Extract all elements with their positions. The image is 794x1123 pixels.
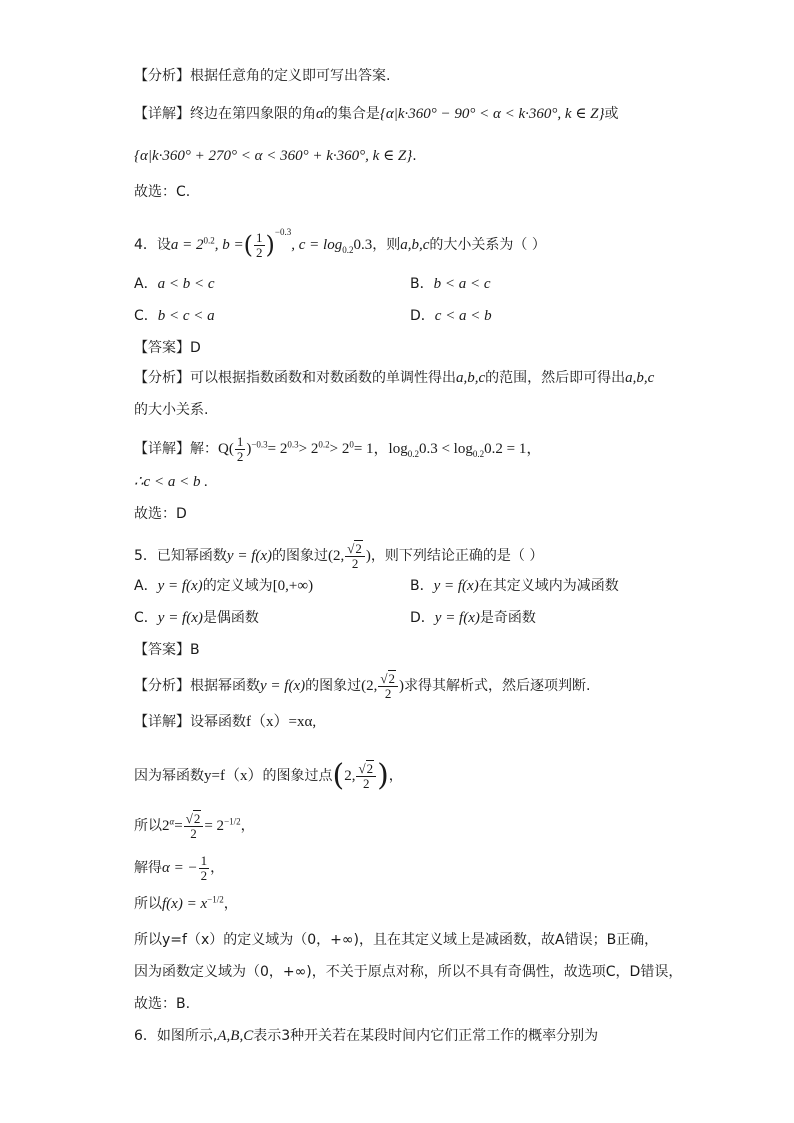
q5-option-a[interactable]: A．y = f(x)的定义域为[0,+∞) [134,578,314,594]
set-line-2: {α|k·360° + 270° < α < 360° + k·360°, k ∈ Z}. [134,148,417,164]
q5-line-6: 所以y=f（x）的定义域为（0，+∞)，且在其定义域上是减函数，故A错误；B正确， [134,932,659,948]
q4-option-c[interactable]: C．b < c < a [134,308,215,324]
choose-line-q3: 故选：C. [134,184,191,200]
analysis-text: 根据任意角的定义即可写出答案. [190,68,391,84]
analysis-line-q3 [134,66,390,86]
q4-option-a[interactable]: A．a < b < c [134,276,215,292]
q5-line-5: 所以$f(x) = x^{-1/2}$， [134,894,238,912]
q4-analysis-cont: 的大小关系. [134,402,209,418]
q4-answer: 【答案】D [134,340,201,356]
q4-choose: 故选：D [134,506,187,522]
q5-detail: 【详解】设幂函数f（x）=xα, [134,714,317,730]
question-4-stem: 4．设$a = 2^{0.2}$, b =( $\frac{1}{2}$ )$^{-0.3}$, $c = \log_{0.2}0.3$，则a,b,c的大小关系为（ ） [134,227,546,260]
tag-analysis: 【分析】 [134,68,190,84]
q5-line-3: 所以$2^\alpha=$ $\frac{√2}{2}$ = $2^{-1/2}$， [134,810,255,841]
q5-option-b[interactable]: B．y = f(x)在其定义域内为减函数 [410,578,619,594]
q4-analysis: 【分析】可以根据指数函数和对数函数的单调性得出a,b,c的范围，然后即可得出a,b,c [134,370,655,386]
q5-answer: 【答案】B [134,642,200,658]
q5-line-4: 解得α = − $\frac{1}{2}$ ， [134,852,225,883]
q5-option-c[interactable]: C．y = f(x)是偶函数 [134,610,259,626]
q5-option-d[interactable]: D．y = f(x)是奇函数 [410,610,536,626]
q4-therefore: ∴c < a < b . [134,474,208,490]
detail-line-q3: 【详解】终边在第四象限的角α的集合是{α|k·360° − 90° < α < k·360°, k ∈ Z}或 [134,106,619,122]
q5-line-2: 因为幂函数y=f（x）的图象过点(2, $\frac{√2}{2}$ )， [134,758,403,793]
q5-line-8: 故选：B. [134,996,191,1012]
question-5-stem: 5．已知幂函数y = f(x)的图象过(2, $\frac{√2}{2}$ )，则下列结论正确的是（ ） [134,540,544,571]
q4-detail: 【详解】解：Q( $\frac{1}{2}$ )$^{-0.3}= 2^{0.3}> 2^{0.2}> 2^0= 1$，$\log_{0.2}0.3 < \log_{0.2}0.2 = 1$， [134,433,542,464]
question-6-stem: 6．如图所示,A,B,C表示3种开关若在某段时间内它们正常工作的概率分别为 [134,1028,599,1044]
tag-detail: 【详解】 [134,106,190,122]
fraction-sqrt2-over-2: $\frac{√2}{2}$ [345,542,365,571]
q4-option-d[interactable]: D．c < a < b [410,308,492,324]
q5-analysis: 【分析】根据幂函数y = f(x)的图象过(2, $\frac{√2}{2}$ )求得其解析式，然后逐项判断. [134,670,591,701]
set-expression-2: {α|k·360° + 270° < α < 360° + k·360°, k ∈ Z} [134,148,413,164]
fraction-half: $\frac{1}{2}$ [256,229,263,260]
q5-line-7: 因为函数定义域为（0，+∞)，不关于原点对称，所以不具有奇偶性，故选项C，D错误， [134,964,683,980]
q4-option-b[interactable]: B．b < a < c [410,276,491,292]
set-expression-1: {α|k·360° − 90° < α < k·360°, k ∈ Z} [379,106,605,122]
